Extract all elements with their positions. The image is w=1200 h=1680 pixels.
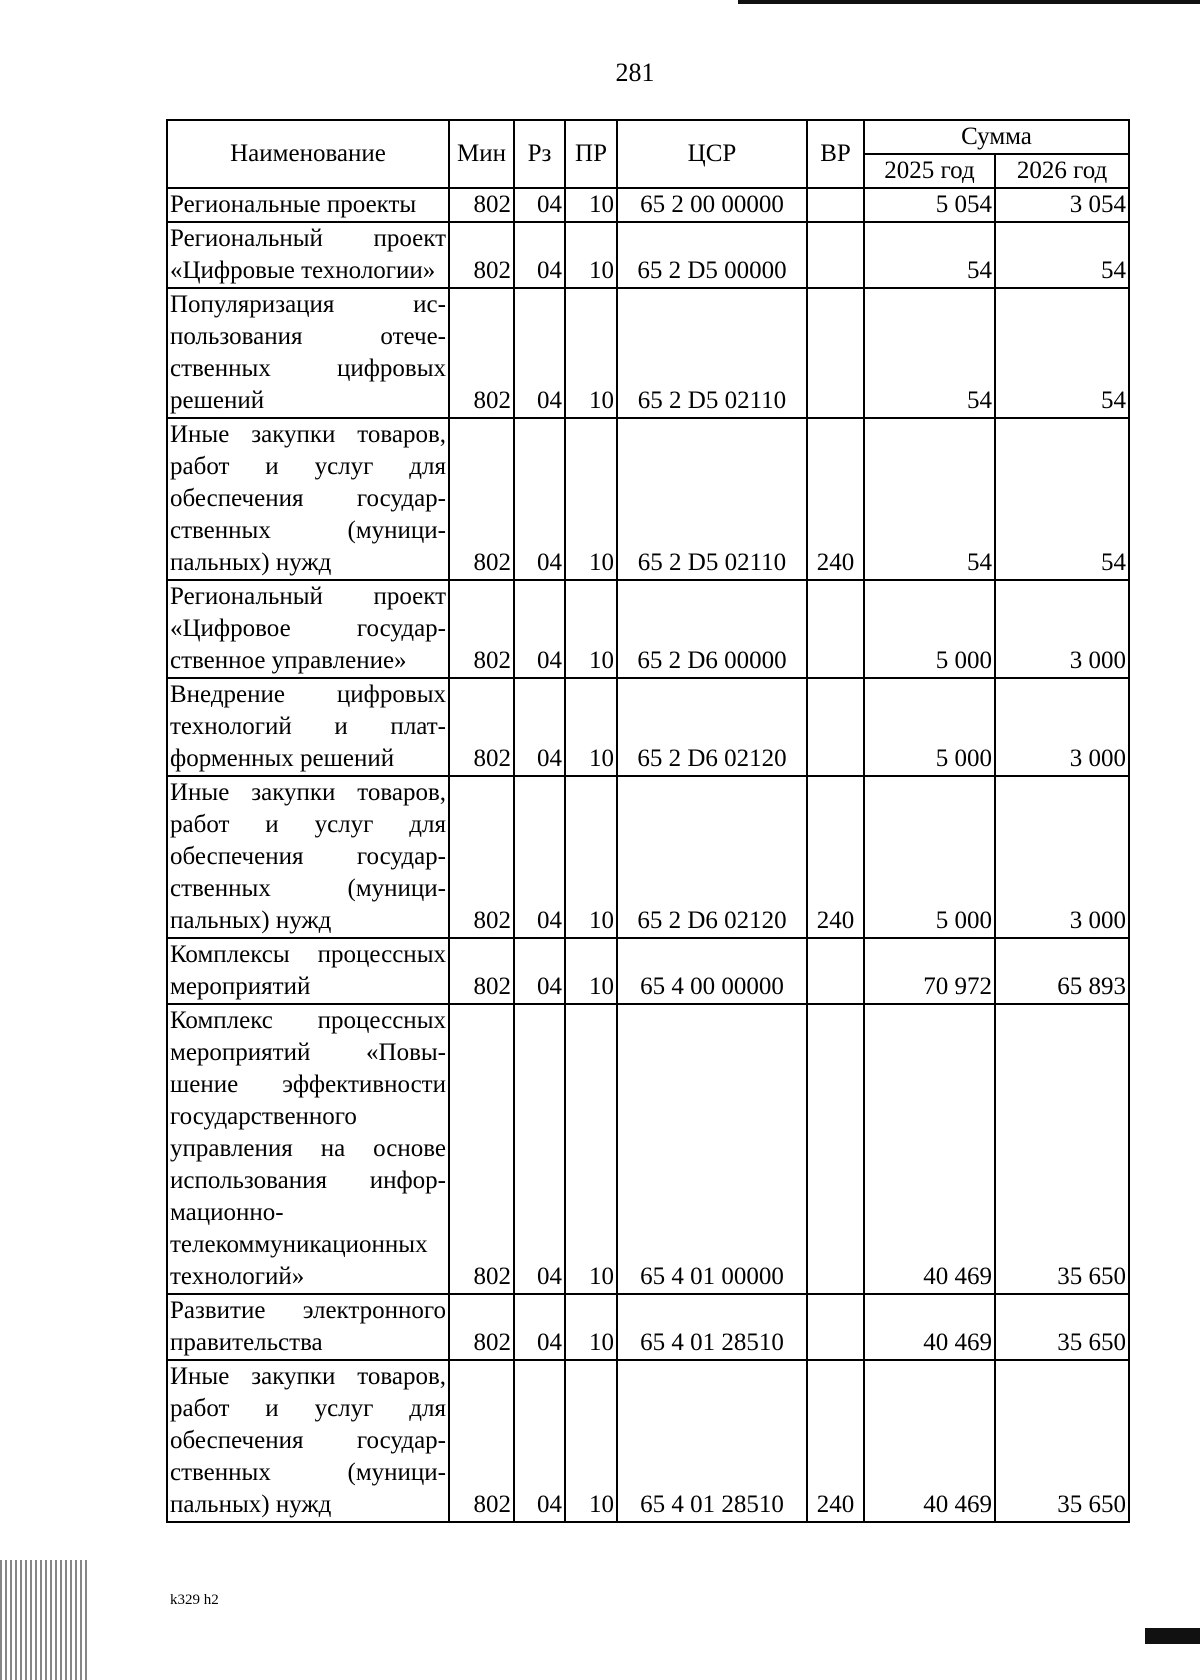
row-name: Развитие электронного правительства [167, 1294, 449, 1360]
row-min: 802 [449, 938, 514, 1004]
row-vr [807, 288, 864, 418]
row-pr: 10 [565, 1294, 617, 1360]
header-2025: 2025 год [864, 154, 995, 188]
row-rz: 04 [514, 776, 565, 938]
row-csr: 65 2 00 00000 [617, 188, 807, 222]
row-csr: 65 2 D5 02110 [617, 288, 807, 418]
table-row [167, 1004, 1129, 1294]
row-sum-2026: 3 000 [995, 776, 1129, 938]
row-sum-2026: 35 650 [995, 1004, 1129, 1294]
table-row [167, 580, 1129, 678]
row-csr: 65 4 01 28510 [617, 1294, 807, 1360]
table-row [167, 188, 1129, 222]
footer-code: k329 h2 [170, 1592, 219, 1608]
row-vr [807, 1294, 864, 1360]
row-name: Региональный проект «Цифровое государственное управление» [167, 580, 449, 678]
row-min: 802 [449, 1294, 514, 1360]
row-rz: 04 [514, 580, 565, 678]
row-min: 802 [449, 188, 514, 222]
row-pr: 10 [565, 580, 617, 678]
row-csr: 65 4 00 00000 [617, 938, 807, 1004]
row-min: 802 [449, 678, 514, 776]
row-sum-2025: 40 469 [864, 1360, 995, 1522]
header-csr: ЦСР [617, 120, 807, 188]
row-vr: 240 [807, 1360, 864, 1522]
row-sum-2025: 40 469 [864, 1294, 995, 1360]
row-vr [807, 188, 864, 222]
row-sum-2026: 3 000 [995, 580, 1129, 678]
row-sum-2026: 65 893 [995, 938, 1129, 1004]
row-rz: 04 [514, 1294, 565, 1360]
table-body [167, 188, 1129, 1522]
top-scan-rule [738, 0, 1200, 4]
row-rz: 04 [514, 938, 565, 1004]
row-sum-2025: 5 000 [864, 776, 995, 938]
row-sum-2025: 5 000 [864, 580, 995, 678]
row-rz: 04 [514, 1004, 565, 1294]
row-pr: 10 [565, 188, 617, 222]
row-min: 802 [449, 222, 514, 288]
row-pr: 10 [565, 222, 617, 288]
row-sum-2026: 54 [995, 222, 1129, 288]
table-row [167, 1294, 1129, 1360]
table-row [167, 222, 1129, 288]
page-number: 281 [615, 58, 655, 87]
row-sum-2025: 5 000 [864, 678, 995, 776]
row-name: Комплексы процессных мероприятий [167, 938, 449, 1004]
row-name: Иные закупки товаров, работ и услуг для обеспечения государственных (муниципальных) нужд [167, 418, 449, 580]
row-rz: 04 [514, 1360, 565, 1522]
row-sum-2026: 3 000 [995, 678, 1129, 776]
table-row [167, 418, 1129, 580]
scan-edge-noise [0, 1560, 90, 1680]
row-sum-2026: 35 650 [995, 1294, 1129, 1360]
row-csr: 65 4 01 28510 [617, 1360, 807, 1522]
header-name: Наименование [167, 120, 449, 188]
row-min: 802 [449, 288, 514, 418]
header-sum: Сумма [864, 120, 1129, 154]
table-row [167, 1360, 1129, 1522]
header-vr: ВР [807, 120, 864, 188]
row-rz: 04 [514, 678, 565, 776]
row-min: 802 [449, 776, 514, 938]
row-name: Региональный проект «Цифровые технологии» [167, 222, 449, 288]
row-name: Комплекс процессных мероприятий «Повышение эффективности государственного управления на основе использования информационно- телекоммуникационных технологий» [167, 1004, 449, 1294]
row-min: 802 [449, 1004, 514, 1294]
row-vr [807, 580, 864, 678]
row-pr: 10 [565, 1360, 617, 1522]
row-rz: 04 [514, 418, 565, 580]
row-sum-2025: 54 [864, 222, 995, 288]
row-name: Популяризация использования отечественных цифровых решений [167, 288, 449, 418]
row-name: Региональные проекты [167, 188, 449, 222]
row-pr: 10 [565, 938, 617, 1004]
table-row [167, 938, 1129, 1004]
row-csr: 65 2 D6 02120 [617, 776, 807, 938]
row-vr: 240 [807, 418, 864, 580]
row-min: 802 [449, 580, 514, 678]
row-sum-2025: 5 054 [864, 188, 995, 222]
scan-registration-mark [1145, 1628, 1200, 1644]
row-sum-2025: 70 972 [864, 938, 995, 1004]
table-row [167, 288, 1129, 418]
header-pr: ПР [565, 120, 617, 188]
row-pr: 10 [565, 418, 617, 580]
row-vr [807, 222, 864, 288]
row-rz: 04 [514, 188, 565, 222]
row-vr: 240 [807, 776, 864, 938]
row-csr: 65 2 D5 00000 [617, 222, 807, 288]
row-csr: 65 2 D6 00000 [617, 580, 807, 678]
row-pr: 10 [565, 678, 617, 776]
row-pr: 10 [565, 288, 617, 418]
row-sum-2026: 54 [995, 418, 1129, 580]
row-sum-2025: 40 469 [864, 1004, 995, 1294]
row-sum-2026: 54 [995, 288, 1129, 418]
header-2026: 2026 год [995, 154, 1129, 188]
row-rz: 04 [514, 222, 565, 288]
row-pr: 10 [565, 776, 617, 938]
header-rz: Рз [514, 120, 565, 188]
table-row [167, 678, 1129, 776]
header-min: Мин [449, 120, 514, 188]
row-sum-2025: 54 [864, 418, 995, 580]
row-sum-2026: 3 054 [995, 188, 1129, 222]
row-rz: 04 [514, 288, 565, 418]
row-pr: 10 [565, 1004, 617, 1294]
row-name: Иные закупки товаров, работ и услуг для обеспечения государственных (муниципальных) нужд [167, 776, 449, 938]
row-min: 802 [449, 1360, 514, 1522]
budget-table [166, 119, 1130, 1523]
row-csr: 65 2 D5 02110 [617, 418, 807, 580]
row-sum-2025: 54 [864, 288, 995, 418]
row-csr: 65 2 D6 02120 [617, 678, 807, 776]
table-row [167, 776, 1129, 938]
row-sum-2026: 35 650 [995, 1360, 1129, 1522]
row-vr [807, 938, 864, 1004]
row-vr [807, 1004, 864, 1294]
row-vr [807, 678, 864, 776]
row-min: 802 [449, 418, 514, 580]
row-csr: 65 4 01 00000 [617, 1004, 807, 1294]
row-name: Иные закупки товаров, работ и услуг для обеспечения государственных (муниципальных) нужд [167, 1360, 449, 1522]
row-name: Внедрение цифровых технологий и платформенных решений [167, 678, 449, 776]
